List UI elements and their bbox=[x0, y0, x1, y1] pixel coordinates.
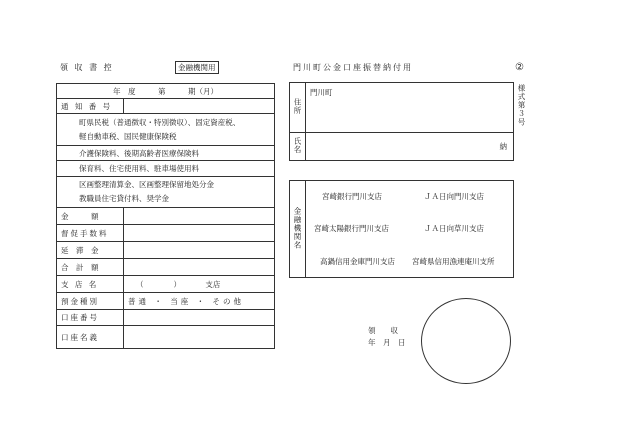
bank-use-label: 金融機関用 bbox=[175, 61, 219, 74]
late-fee-label: 延 滞 金 bbox=[57, 242, 124, 259]
tax-line: 教職員住宅貸付料、奨学金 bbox=[79, 194, 169, 203]
reminder-fee-label: 督促手数料 bbox=[57, 225, 124, 242]
tax-types-4 bbox=[57, 177, 275, 208]
copy-number: ② bbox=[515, 62, 524, 73]
deposit-type-options: 普通 ・ 当座 ・ その他 bbox=[124, 293, 275, 310]
address-value: 門川町 bbox=[306, 83, 514, 133]
notice-number-label: 通 知 番 号 bbox=[57, 99, 124, 114]
deposit-type-label: 預金種別 bbox=[57, 293, 124, 310]
account-number-value bbox=[124, 310, 275, 326]
late-fee-value bbox=[124, 242, 275, 259]
receipt-label: 領 収 bbox=[368, 326, 398, 335]
branch-paren: （ ） bbox=[136, 279, 181, 289]
reminder-fee-value bbox=[124, 225, 275, 242]
institution-item: ＪＡ日向草川支店 bbox=[424, 224, 484, 233]
account-number-label: 口座番号 bbox=[57, 310, 124, 326]
receipt-table bbox=[56, 83, 275, 349]
tax-line: 介護保険料、後期高齢者医療保険料 bbox=[57, 146, 275, 161]
year-term-row: 年 度 第 期（月） bbox=[57, 84, 275, 99]
tax-types-1 bbox=[57, 114, 275, 146]
address-label: 住所 bbox=[293, 98, 302, 115]
branch-suffix: 支店 bbox=[205, 279, 221, 289]
address-label-cell bbox=[290, 83, 306, 133]
name-label: 氏名 bbox=[293, 137, 302, 154]
institution-label-cell bbox=[290, 181, 306, 278]
payer-info-box bbox=[289, 82, 514, 161]
name-label-cell bbox=[290, 133, 306, 161]
tax-line: 保育料、住宅使用料、駐車場使用料 bbox=[57, 161, 275, 177]
institution-label: 金融機関名 bbox=[293, 206, 302, 250]
name-value bbox=[306, 133, 514, 161]
tax-line: 区画整理清算金、区画整理保留地処分金 bbox=[79, 180, 214, 189]
form-title: 門川町公金口座振替納付用 bbox=[293, 63, 413, 72]
institution-item: ＪＡ日向門川支店 bbox=[424, 192, 484, 201]
account-name-label: 口座名義 bbox=[57, 326, 124, 349]
name-suffix: 納 bbox=[499, 142, 507, 151]
stamp-circle bbox=[421, 298, 511, 384]
amount-value bbox=[124, 208, 275, 225]
institution-item: 高鍋信用金庫門川支店 bbox=[320, 257, 395, 266]
form-number: 様式第３号 bbox=[517, 84, 526, 127]
account-name-value bbox=[124, 326, 275, 349]
institution-item: 宮崎銀行門川支店 bbox=[322, 192, 382, 201]
tax-line: 町県民税（普通徴収・特別徴収）、固定資産税、 bbox=[79, 117, 241, 127]
institution-list bbox=[306, 181, 514, 278]
branch-name-value bbox=[124, 276, 275, 293]
amount-label: 金 額 bbox=[57, 208, 124, 225]
receipt-date: 年 月 日 bbox=[368, 338, 406, 347]
institution-item: 宮崎県信用漁連庵川支所 bbox=[412, 257, 495, 266]
total-value bbox=[124, 259, 275, 276]
branch-name-label: 支 店 名 bbox=[57, 276, 124, 293]
institution-box bbox=[289, 180, 514, 278]
notice-number-value bbox=[124, 99, 275, 114]
tax-line: 軽自動車税、国民健康保険税 bbox=[79, 131, 177, 141]
total-label: 合 計 額 bbox=[57, 259, 124, 276]
institution-item: 宮崎太陽銀行門川支店 bbox=[314, 224, 389, 233]
receipt-copy-title: 領 収 書 控 bbox=[60, 63, 114, 72]
